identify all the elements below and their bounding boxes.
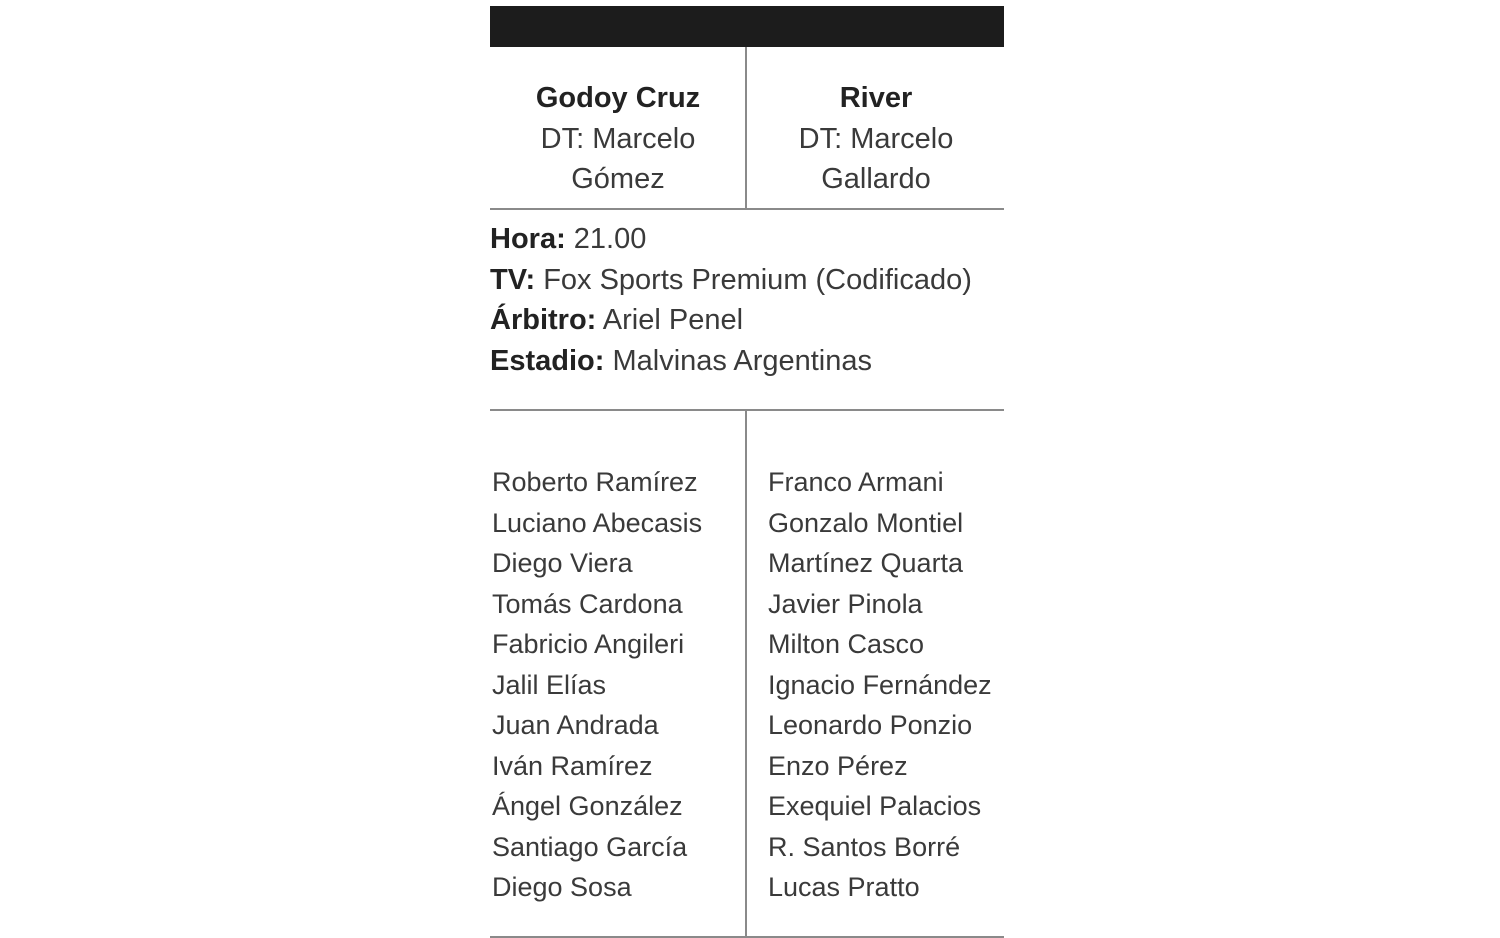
info-tv [490,260,1004,301]
info-tv-value: Fox Sports Premium (Codificado) [543,263,972,296]
lineups-section [490,411,1004,938]
match-card [490,6,1004,936]
info-referee-value: Ariel Penel [602,304,744,336]
player-name: Jalil Elías [492,669,607,700]
player-name: Lucas Pratto [768,872,920,902]
player-name: Fabricio Angileri [492,629,685,659]
info-stadium-value: Malvinas Argentinas [612,344,872,377]
player-name: Luciano Abecasis [492,507,703,538]
home-team-coach: DT: Marcelo Gómez [540,122,696,195]
home-team-name: Godoy Cruz [535,82,701,114]
info-time-value: 21.00 [573,223,647,255]
player-name: Juan Andrada [492,710,659,740]
info-referee-label: Árbitro: [490,304,597,336]
info-time-label: Hora: [490,223,566,255]
home-lineup [492,462,702,908]
lineups-divider [745,411,747,936]
away-team-coach: DT: Marcelo Gallardo [798,122,954,195]
info-stadium [490,341,1004,382]
player-name: Exequiel Palacios [768,791,982,821]
player-name: Gonzalo Montiel [768,507,964,538]
player-name: Martínez Quarta [768,548,964,578]
player-name: Leonardo Ponzio [768,710,973,740]
player-name: Franco Armani [768,467,944,497]
info-time [490,219,1004,260]
player-name: Ángel González [492,791,683,821]
away-lineup [768,462,992,908]
teams-divider [745,47,747,208]
away-team [748,78,1004,200]
player-name: Roberto Ramírez [492,467,698,497]
player-name: R. Santos Borré [768,831,961,862]
player-name: Tomás Cardona [492,588,683,619]
player-name: Javier Pinola [768,588,923,619]
player-name: Santiago García [492,831,688,862]
player-name: Enzo Pérez [768,750,908,781]
match-info [490,219,1004,381]
header-bar [490,6,1004,47]
player-name: Ignacio Fernández [768,669,992,700]
player-name: Iván Ramírez [492,750,653,781]
away-team-name: River [839,82,913,114]
teams-header [490,47,1004,210]
home-team [490,78,746,200]
player-name: Diego Sosa [492,872,632,902]
info-tv-label: TV: [490,263,536,296]
info-stadium-label: Estadio: [490,344,605,377]
player-name: Diego Viera [492,548,633,578]
info-referee [490,300,1004,341]
player-name: Milton Casco [768,629,925,659]
